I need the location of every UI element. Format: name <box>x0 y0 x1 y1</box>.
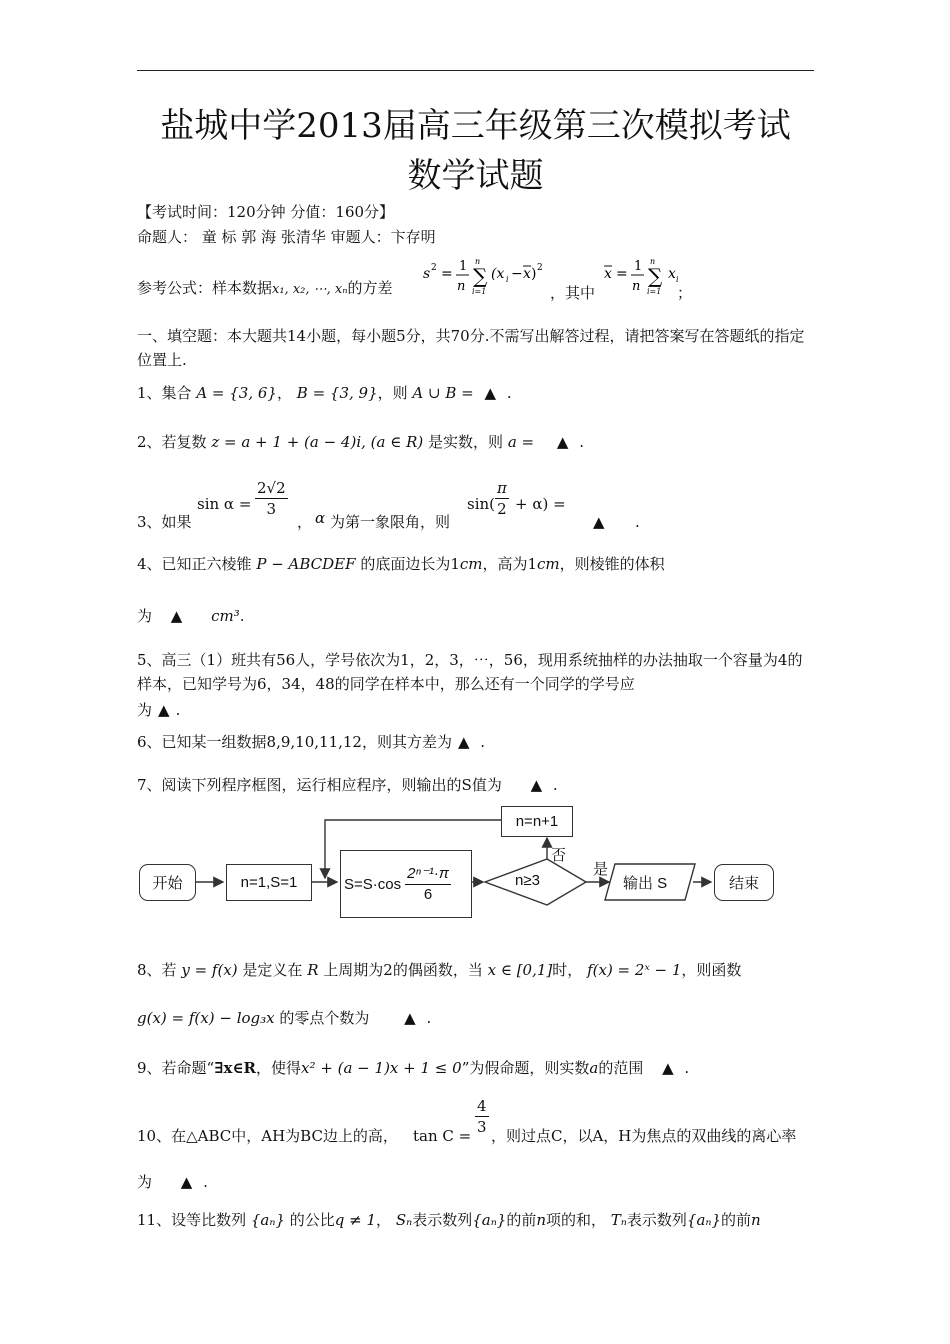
reference-formula: 参考公式：样本数据x₁, x₂, ⋯, xₙ的方差 <box>137 279 393 297</box>
svg-text:i: i <box>506 275 509 284</box>
flow-end: 结束 <box>714 864 774 901</box>
svg-text:n: n <box>457 279 466 294</box>
answer-blank: ▲ <box>180 1173 193 1191</box>
flow-condition: n≥3 <box>515 872 540 889</box>
question-5: 5、高三（1）班共有56人，学号依次为1，2，3，⋯，56，现用系统抽样的办法抽取一个容量为4的样本，已知学号为6，34，48的同学在样本中，那么还有一个同学的学号应 <box>137 651 803 693</box>
svg-text:n: n <box>475 257 481 266</box>
answer-blank: ▲ <box>158 701 170 719</box>
svg-text:x: x <box>604 266 612 282</box>
answer-blank: ▲ <box>530 776 543 794</box>
flow-no-label: 否 <box>551 847 567 864</box>
flow-init: n=1,S=1 <box>226 864 312 901</box>
question-11: 11、设等比数列 {aₙ} 的公比q ≠ 1， Sₙ表示数列{aₙ}的前n项的和， Tₙ表示数列{aₙ}的前n <box>137 1211 761 1229</box>
answer-blank: ▲ <box>593 513 605 531</box>
question-9: 9、若命题“∃x∈R，使得x² + (a − 1)x + 1 ≤ 0”为假命题，则实数a的范围 ▲ . <box>137 1056 814 1080</box>
svg-text:i=1: i=1 <box>647 287 662 296</box>
flow-output: 输出 S <box>623 875 668 892</box>
flow-increment: n=n+1 <box>501 806 573 837</box>
svg-text:x: x <box>523 266 531 282</box>
svg-text:): ) <box>531 266 537 282</box>
question-7: 7、阅读下列程序框图，运行相应程序，则输出的S值为 ▲ . <box>137 773 814 797</box>
question-8-line-2: g(x) = f(x) − log₃x 的零点个数为 ▲ . <box>137 1006 814 1030</box>
exam-title: 盐城中学2013届高三年级第三次模拟考试 <box>160 106 791 146</box>
svg-text:=: = <box>441 266 453 282</box>
svg-text:2: 2 <box>431 263 437 273</box>
svg-text:n: n <box>650 257 656 266</box>
exam-page <box>137 0 814 1344</box>
svg-text:−: − <box>511 266 523 282</box>
svg-text:=: = <box>616 266 628 282</box>
flow-start: 开始 <box>139 864 196 901</box>
answer-blank: ▲ <box>404 1009 416 1027</box>
formula-end: ； <box>677 284 693 302</box>
question-6: 6、已知某一组数据8,9,10,11,12，则其方差为 ▲ . <box>137 730 814 754</box>
svg-text:x: x <box>668 266 676 282</box>
question-5-line-3: 为 ▲ . <box>137 698 814 722</box>
program-flowchart <box>137 798 814 914</box>
question-1: 1、集合 A = {3, 6}， B = {3, 9}，则 A ∪ B = ▲ . <box>137 381 814 405</box>
svg-text:1: 1 <box>459 259 468 274</box>
answer-blank: ▲ <box>484 384 497 402</box>
flow-yes-label: 是 <box>593 861 609 878</box>
svg-text:s: s <box>423 266 431 282</box>
svg-text:i=1: i=1 <box>472 287 487 296</box>
flow-update: S=S·cos $\frac{\text{2ⁿ⁻¹·π}}{6}$ <box>340 850 472 918</box>
question-8: 8、若 y = f(x) 是定义在 R 上周期为2的偶函数，当 x ∈ [0,1]时， f(x) = 2ˣ − 1，则函数 <box>137 961 742 979</box>
svg-text:(x: (x <box>491 266 505 282</box>
svg-text:n: n <box>632 279 641 294</box>
formula-where: ，其中 <box>550 284 596 302</box>
answer-blank: ▲ <box>457 733 470 751</box>
svg-text:2: 2 <box>537 263 543 273</box>
svg-text:∑: ∑ <box>648 264 663 288</box>
question-4-line-2: 为 ▲ cm³. <box>137 604 814 628</box>
exam-info: 【考试时间：120分钟 分值：160分】 <box>137 203 395 221</box>
svg-text:1: 1 <box>634 259 643 274</box>
question-2: 2、若复数 z = a + 1 + (a − 4)i, (a ∈ R) 是实数，则 a = ▲ . <box>137 430 814 454</box>
svg-text:∑: ∑ <box>473 264 488 288</box>
question-4: 4、已知正六棱锥 P − ABCDEF 的底面边长为1cm，高为1cm，则棱锥的体积 <box>137 555 665 573</box>
question-10: 10、在△ABC中，AH为BC边上的高， tan C = $\frac{4}{3}$ ，则过点C，以A，H为焦点的双曲线的离心率 <box>137 1097 797 1145</box>
question-10-line-2: 为 ▲ . <box>137 1170 814 1194</box>
answer-blank: ▲ <box>556 433 569 451</box>
authors: 命题人： 童 标 郭 海 张清华 审题人：卞存明 <box>137 228 436 246</box>
section-1-instructions: 一、填空题：本大题共14小题，每小题5分，共70分.不需写出解答过程，请把答案写在答题纸的指定位置上. <box>137 327 805 369</box>
header-rule <box>137 70 814 71</box>
answer-blank: ▲ <box>662 1059 674 1077</box>
variance-formula <box>419 254 559 300</box>
answer-blank: ▲ <box>170 607 183 625</box>
svg-text:i: i <box>676 275 679 284</box>
question-3: 3、如果 sin α = $\frac{2√2}{3}$ ， α 为第一象限角，则 sin( $\frac{\pi}{2}$ + α) = ▲ . <box>137 486 814 526</box>
exam-subtitle: 数学试题 <box>407 156 544 196</box>
